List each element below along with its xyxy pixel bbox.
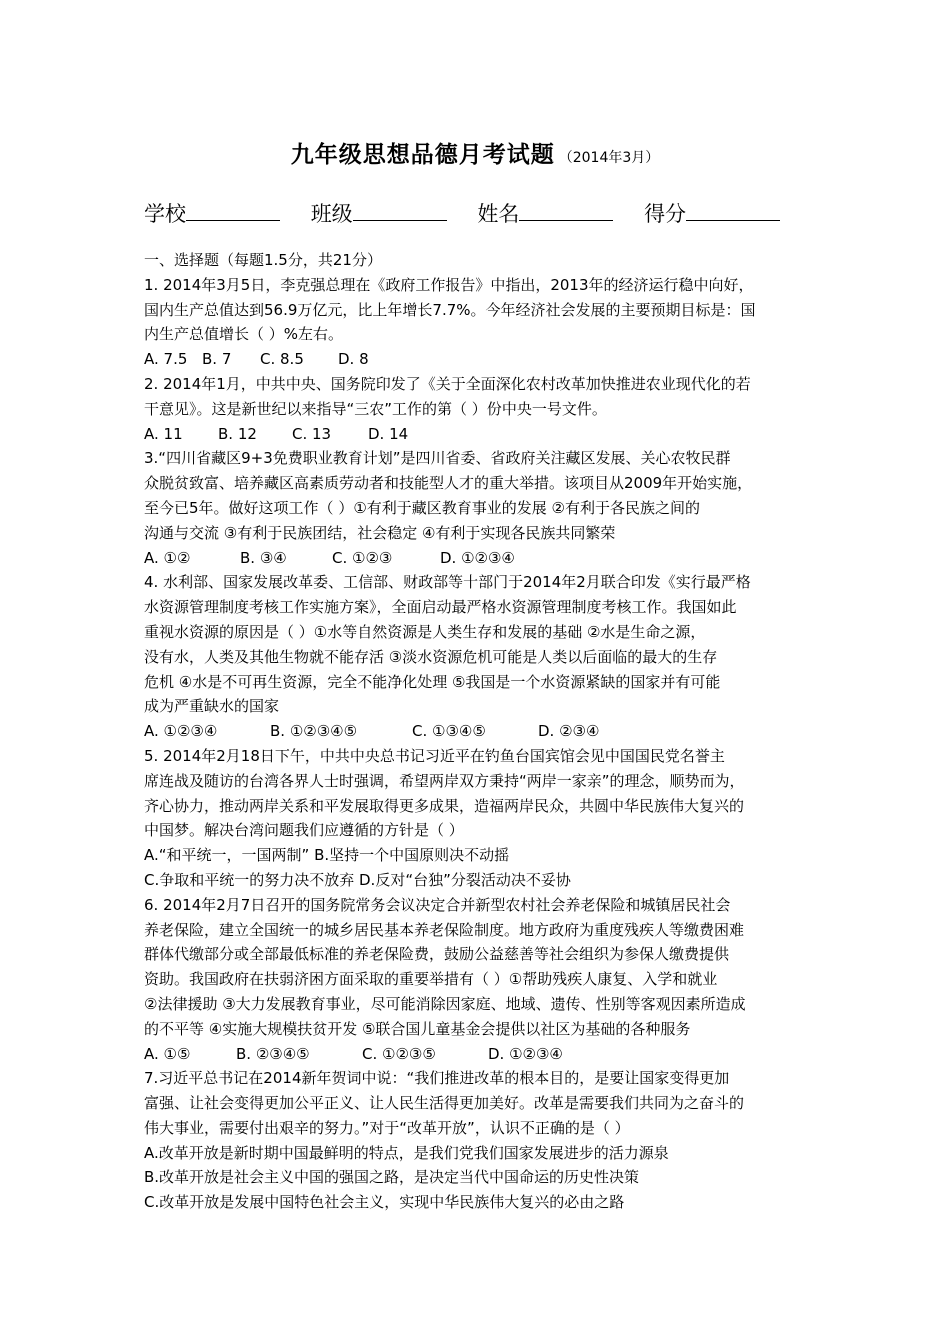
question-3-line: 众脱贫致富、培养藏区高素质劳动者和技能型人才的重大举措。该项目从2009年开始实施， — [144, 474, 753, 493]
exam-title — [0, 136, 950, 169]
question-5-option-line: C.争取和平统一的努力决不放弃 D.反对“台独”分裂活动决不妥协 — [144, 870, 571, 889]
question-6-line: 的不平等 ④实施大规模扶贫开发 ⑤联合国儿童基金会提供以社区为基础的各种服务 — [144, 1019, 691, 1038]
student-info-row — [144, 198, 844, 228]
section-title: 一、选择题（每题1.5分，共21分） — [144, 251, 382, 269]
class-field[interactable]: 班级 — [311, 198, 447, 228]
name-field[interactable]: 姓名 — [477, 198, 613, 228]
question-7-option-line: B.改革开放是社会主义中国的强国之路，是决定当代中国命运的历史性决策 — [144, 1168, 640, 1187]
question-7-line: 富强、让社会变得更加公平正义、让人民生活得更加美好。改革是需要我们共同为之奋斗的 — [144, 1094, 745, 1113]
question-4-line: 重视水资源的原因是（ ）①水等自然资源是人类生存和发展的基础 ②水是生命之源， — [144, 622, 706, 641]
question-5-line: 中国梦。解决台湾问题我们应遵循的方针是（ ） — [144, 821, 464, 840]
school-field[interactable]: 学校 — [144, 198, 280, 228]
question-7-option-line: A.改革开放是新时期中国最鲜明的特点，是我们党我们国家发展进步的活力源泉 — [144, 1143, 669, 1162]
option: B. ①②③④⑤ — [270, 722, 358, 741]
question-3-line: 至今已5年。做好这项工作（ ）①有利于藏区教育事业的发展 ②有利于各民族之间的 — [144, 498, 700, 517]
question-2-line: 干意见》。这是新世纪以来指导“三农”工作的第（ ）份中央一号文件。 — [144, 399, 607, 418]
questions — [144, 248, 812, 1215]
option: C. ①②③ — [332, 548, 393, 567]
option: A. 7.5 — [144, 350, 188, 369]
question-4-line: 4. 水利部、国家发展改革委、工信部、财政部等十部门于2014年2月联合印发《实行最严格 — [144, 573, 751, 592]
question-2-line: 2. 2014年1月，中共中央、国务院印发了《关于全面深化农村改革加快推进农业现代化的若 — [144, 374, 751, 393]
question-6-line: 6. 2014年2月7日召开的国务院常务会议决定合并新型农村社会养老保险和城镇居民社会 — [144, 895, 731, 914]
score-field[interactable]: 得分 — [644, 198, 780, 228]
question-7-line: 7.习近平总书记在2014新年贺词中说：“我们推进改革的根本目的，是要让国家变得更加 — [144, 1069, 730, 1088]
option: B. ②③④⑤ — [236, 1044, 310, 1063]
question-1-line: 1. 2014年3月5日，李克强总理在《政府工作报告》中指出，2013年的经济运行稳中向好， — [144, 275, 754, 294]
option: B. 12 — [218, 424, 257, 443]
question-3-line: 3.“四川省藏区9+3免费职业教育计划”是四川省委、省政府关注藏区发展、关心农牧民群 — [144, 449, 731, 468]
question-7-option-line: C.改革开放是发展中国特色社会主义，实现中华民族伟大复兴的必由之路 — [144, 1193, 625, 1212]
question-6-line: 群体代缴部分或全部最低标准的养老保险费，鼓励公益慈善等社会组织为参保人缴费提供 — [144, 945, 730, 964]
option: B. ③④ — [240, 548, 287, 567]
option: C. 13 — [292, 424, 332, 443]
option: C. ①③④⑤ — [412, 722, 486, 741]
question-5-line: 席连战及随访的台湾各界人士时强调，希望两岸双方秉持“两岸一家亲”的理念，顺势而为， — [144, 771, 745, 790]
question-1-line: 内生产总值增长（ ）%左右。 — [144, 325, 344, 344]
title-date: （2014年3月） — [558, 150, 660, 166]
option: A. ①② — [144, 548, 191, 567]
option: D. 14 — [368, 424, 409, 443]
option: D. ②③④ — [538, 722, 600, 741]
question-6-line: 资助。我国政府在扶弱济困方面采取的重要举措有（ ）①帮助残疾人康复、入学和就业 — [144, 970, 718, 989]
question-4-line: 水资源管理制度考核工作实施方案》，全面启动最严格水资源管理制度考核工作。我国如此 — [144, 598, 737, 617]
question-5-line: 齐心协力，推动两岸关系和平发展取得更多成果，造福两岸民众，共圆中华民族伟大复兴的 — [144, 796, 745, 815]
question-6-options — [144, 1042, 812, 1067]
question-6-line: ②法律援助 ③大力发展教育事业，尽可能消除因家庭、地域、遗传、性别等客观因素所造成 — [144, 994, 746, 1013]
option: C. ①②③⑤ — [362, 1044, 436, 1063]
option: C. 8.5 — [260, 350, 304, 369]
question-5-option-line: A.“和平统一，一国两制” B.坚持一个中国原则决不动摇 — [144, 846, 510, 865]
option: B. 7 — [202, 350, 232, 369]
question-1-options — [144, 347, 812, 372]
question-4-line: 危机 ④水是不可再生资源，完全不能净化处理 ⑤我国是一个水资源紧缺的国家并有可能 — [144, 672, 721, 691]
question-2-options — [144, 422, 812, 447]
option: D. ①②③④ — [440, 548, 515, 567]
question-5-line: 5. 2014年2月18日下午，中共中央总书记习近平在钓鱼台国宾馆会见中国国民党名誉主 — [144, 746, 725, 765]
option: D. 8 — [338, 350, 369, 369]
title-text: 九年级思想品德月考试题 — [290, 142, 555, 168]
question-3-options — [144, 546, 812, 571]
option: A. 11 — [144, 424, 183, 443]
question-7-line: 伟大事业，需要付出艰辛的努力。”对于“改革开放”，认识不正确的是（ ） — [144, 1118, 630, 1137]
question-4-line: 成为严重缺水的国家 — [144, 697, 280, 716]
question-4-line: 没有水，人类及其他生物就不能存活 ③淡水资源危机可能是人类以后面临的最大的生存 — [144, 647, 718, 666]
question-4-options — [144, 719, 812, 744]
option: D. ①②③④ — [488, 1044, 563, 1063]
question-3-line: 沟通与交流 ③有利于民族团结，社会稳定 ④有利于实现各民族共同繁荣 — [144, 523, 616, 542]
option: A. ①②③④ — [144, 722, 218, 741]
question-1-line: 国内生产总值达到56.9万亿元，比上年增长7.7%。今年经济社会发展的主要预期目标是：国 — [144, 300, 756, 319]
question-6-line: 养老保险，建立全国统一的城乡居民基本养老保险制度。地方政府为重度残疾人等缴费困难 — [144, 920, 745, 939]
option: A. ①⑤ — [144, 1044, 191, 1063]
